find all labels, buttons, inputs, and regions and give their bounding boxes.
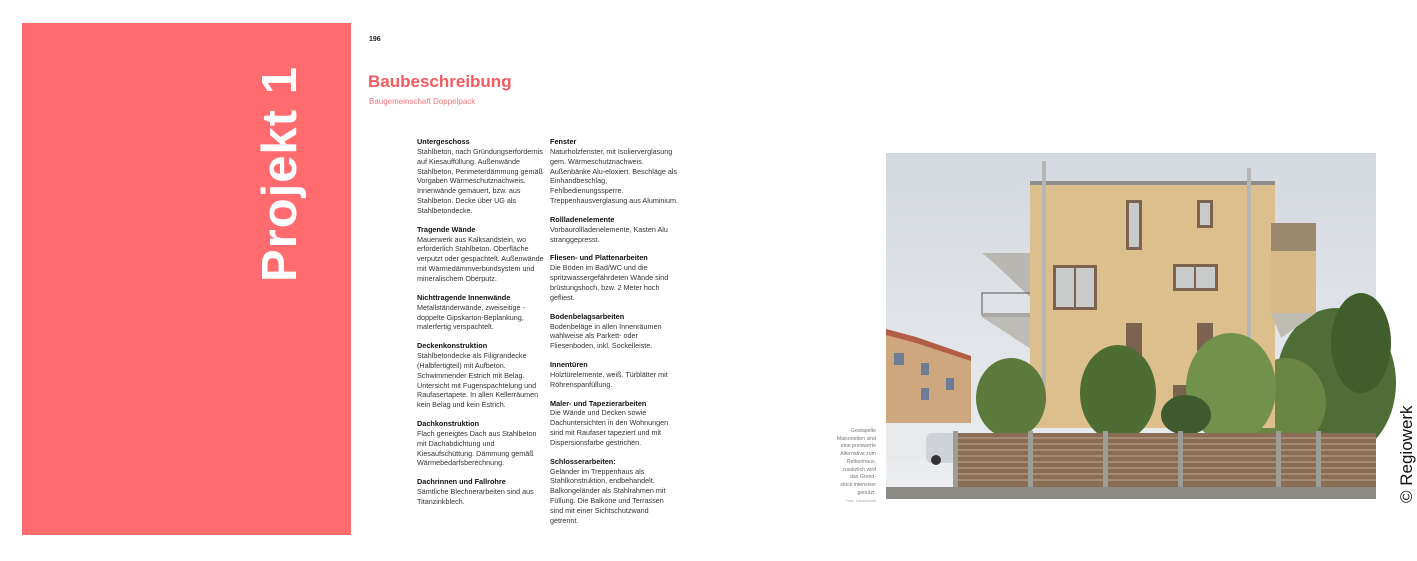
spec-text: Sämtliche Blechnerarbeiten sind aus Titanzinkblech. bbox=[417, 487, 534, 506]
building-illustration bbox=[886, 153, 1376, 499]
spec-heading: Nichttragende Innenwände bbox=[417, 292, 511, 302]
caption-line: Reihenhaus, bbox=[846, 458, 876, 465]
spec-section bbox=[550, 360, 678, 390]
spec-text: Metallständerwände, zweiseitige - doppelte Gipskarton-Beplankung, malerfertig verspachtelt. bbox=[417, 302, 525, 332]
caption-line: genutzt. bbox=[857, 489, 876, 496]
building-photo bbox=[886, 153, 1376, 499]
caption-line: das Grund- bbox=[850, 474, 876, 481]
spec-text: Geländer im Treppenhaus als Stahlkonstruktion, endbehandelt. Balkongeländer als Stahlrahmen mit Füllung. Die Balkone und Terrassen sind mit einer Sichtschutzwand getrennt. bbox=[550, 466, 666, 525]
spec-text: Stahlbetondecke als Filigrandecke (Halbfertigteil) mit Aufbeton. Schwimmender Estrich mit Belag. Untersicht mit Fugenspachtelung und Raufasertapete. In allen Kellerräumen kein Belag und kein Estrich. bbox=[417, 351, 539, 410]
spec-heading: Untergeschoss bbox=[417, 137, 470, 146]
spec-heading: Maler- und Tapezierarbeiten bbox=[550, 398, 647, 408]
spec-heading: Innentüren bbox=[550, 360, 588, 370]
spec-text: Holztürelemente, weiß. Türblätter mit Röhrenspanfüllung. bbox=[550, 369, 668, 389]
spec-section bbox=[550, 399, 678, 448]
spec-heading: Deckenkonstruktion bbox=[417, 341, 488, 351]
caption-line: eine preiswerte bbox=[840, 443, 876, 450]
page-subtitle: Baugemeinschaft Doppelpack bbox=[369, 97, 476, 106]
street bbox=[886, 487, 1376, 499]
spec-text: Die Wände und Decken sowie Dachuntersichten in den Wohnungen sind mit Raufaser tapeziert und mit Dispersionsfarbe gestrichen. bbox=[550, 408, 669, 447]
text-column-left bbox=[417, 137, 545, 516]
parked-cars bbox=[886, 425, 956, 465]
caption-line: Alternative zum bbox=[840, 451, 876, 458]
spec-section bbox=[417, 477, 545, 507]
caption-line: stück intensiver bbox=[840, 481, 876, 488]
spec-section bbox=[550, 215, 678, 245]
copyright-notice: © Regiowerk bbox=[1397, 405, 1416, 503]
photo-caption bbox=[826, 428, 876, 505]
spec-heading: Rollladenelemente bbox=[550, 214, 615, 224]
spec-text: Mauerwerk aus Kalksandstein, wo erforderlich Stahlbeton. Oberfläche verputzt oder gespachtelt. Außenwände mit Wärmedämmverbundsystem und mineralischem Oberputz. bbox=[417, 234, 544, 283]
photo-credit: Foto: Urbanbiotik bbox=[845, 498, 876, 504]
spec-heading: Tragende Wände bbox=[417, 224, 476, 234]
caption-line: zusätzlich wird bbox=[842, 466, 876, 473]
spec-text: Naturholzfenster, mit Isolierverglasung gem. Wärmeschutznachweis. Außenbänke Alu-eloxiert. Beschläge als Einhandbeschlag, Fehlbedienungssperre. Treppenhausverglasung aus Aluminium. bbox=[550, 146, 678, 206]
wooden-fence bbox=[953, 431, 1376, 489]
spec-section bbox=[550, 253, 678, 302]
spec-section bbox=[417, 341, 545, 410]
spec-heading: Schlosserarbeiten: bbox=[550, 456, 616, 466]
page-title: Baubeschreibung bbox=[368, 72, 512, 91]
spec-text: Die Böden im Bad/WC und die spritzwassergefährdeten Wände sind brüstungshoch, bzw. 2 Meter hoch gefliest. bbox=[550, 263, 669, 302]
spec-section bbox=[417, 225, 545, 284]
spec-section bbox=[550, 457, 678, 526]
page-number: 196 bbox=[369, 36, 381, 43]
spec-heading: Dachrinnen und Fallrohre bbox=[417, 477, 506, 487]
spec-heading: Bodenbelagsarbeiten bbox=[550, 311, 625, 321]
project-vertical-title: Projekt 1 bbox=[253, 66, 307, 282]
spec-text: Bodenbeläge in allen Innenräumen wahlweise als Parkett- oder Fliesenboden, inkl. Sockelleiste. bbox=[550, 321, 662, 351]
spec-section bbox=[417, 137, 545, 216]
spec-heading: Dachkonstruktion bbox=[417, 419, 480, 429]
spec-text: Stahlbeton, nach Gründungserfordernis auf Kiesauffüllung. Außenwände Stahlbeton, Perimeterdämmung gemäß Vorgaben Wärmeschutznachweis. Innenwände gemauert, bzw. aus Stahlbeton. Decke über UG als Stahlbetondecke. bbox=[417, 146, 543, 215]
downpipe bbox=[1042, 161, 1046, 391]
text-column-right bbox=[550, 137, 678, 535]
caption-line: Maisonetten sind bbox=[836, 435, 876, 442]
spec-text: Vorbaurollladenelemente, Kasten Alu stranggepresst. bbox=[550, 224, 668, 244]
spec-section bbox=[417, 293, 545, 332]
spec-section bbox=[417, 419, 545, 468]
spec-heading: Fliesen- und Plattenarbeiten bbox=[550, 253, 648, 263]
roof-edge bbox=[1030, 181, 1275, 185]
spec-section bbox=[550, 137, 678, 206]
spec-section bbox=[550, 312, 678, 351]
spec-heading: Fenster bbox=[550, 137, 577, 146]
spec-text: Flach geneigtes Dach aus Stahlbeton mit Dachabdichtung und Kiesaufschüttung. Dämmung gemäß Wärmebedarfsberechnung. bbox=[417, 428, 537, 468]
caption-line: Gestapelte bbox=[850, 428, 876, 434]
